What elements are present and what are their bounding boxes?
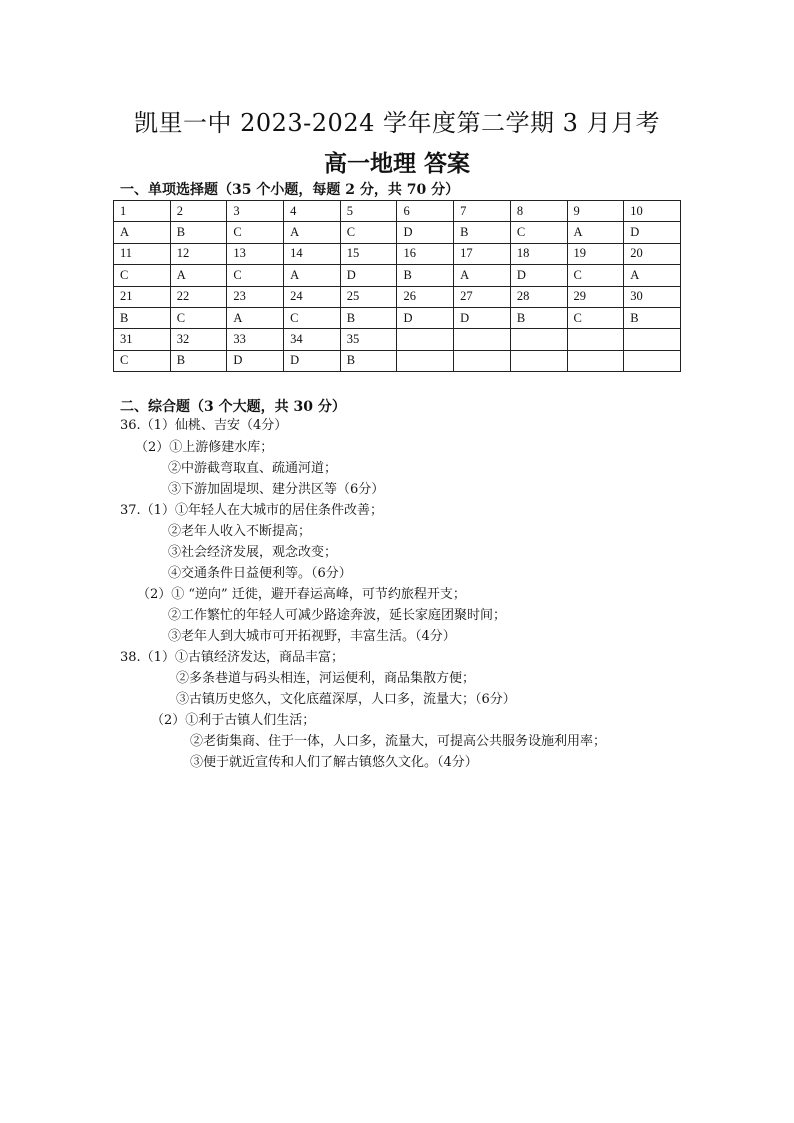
table-cell: D xyxy=(510,265,567,286)
table-cell: C xyxy=(567,265,624,286)
table-row xyxy=(114,350,681,371)
table-cell: C xyxy=(114,265,171,286)
table-cell: 6 xyxy=(397,201,454,222)
answer-line: ②老年人收入不断提高； xyxy=(168,524,312,539)
table-cell xyxy=(624,350,681,371)
answer-line: 38.（1）①古镇经济发达，商品丰富； xyxy=(120,650,344,665)
table-row xyxy=(114,307,681,328)
table-cell: 20 xyxy=(624,243,681,264)
table-cell: 35 xyxy=(340,329,397,350)
table-cell: 19 xyxy=(567,243,624,264)
table-row xyxy=(114,286,681,307)
table-cell: C xyxy=(567,307,624,328)
table-cell: C xyxy=(227,265,284,286)
answer-line: （2）① “逆向” 迁徙，避开春运高峰，可节约旅程开支； xyxy=(137,587,466,602)
table-cell: D xyxy=(397,222,454,243)
table-cell: 1 xyxy=(114,201,171,222)
answer-line: 37.（1）①年轻人在大城市的居住条件改善； xyxy=(120,503,383,518)
table-cell: A xyxy=(454,265,511,286)
table-cell: 26 xyxy=(397,286,454,307)
table-cell: B xyxy=(340,307,397,328)
table-cell: B xyxy=(340,350,397,371)
table-cell: 28 xyxy=(510,286,567,307)
table-cell: A xyxy=(567,222,624,243)
table-cell: 16 xyxy=(397,243,454,264)
answer-line: ③社会经济发展，观念改变； xyxy=(168,545,338,560)
table-cell: C xyxy=(170,307,227,328)
table-row xyxy=(114,201,681,222)
table-cell: 13 xyxy=(227,243,284,264)
table-cell xyxy=(454,329,511,350)
table-cell: 27 xyxy=(454,286,511,307)
page-subtitle: 高一地理 答案 xyxy=(323,150,470,177)
table-cell: A xyxy=(227,307,284,328)
table-cell xyxy=(510,350,567,371)
table-cell: A xyxy=(624,265,681,286)
table-cell: 10 xyxy=(624,201,681,222)
table-cell: 31 xyxy=(114,329,171,350)
answer-line: 36.（1）仙桃、吉安（4分） xyxy=(120,418,288,433)
table-row xyxy=(114,222,681,243)
table-cell: 2 xyxy=(170,201,227,222)
answer-line: ②多条巷道与码头相连，河运便利，商品集散方便； xyxy=(176,671,476,686)
table-cell: D xyxy=(397,307,454,328)
table-cell: A xyxy=(114,222,171,243)
table-row xyxy=(114,243,681,264)
answer-line: ④交通条件日益便利等。（6分） xyxy=(168,566,352,581)
table-cell: 7 xyxy=(454,201,511,222)
table-cell xyxy=(510,329,567,350)
table-cell: B xyxy=(624,307,681,328)
table-cell: C xyxy=(284,307,341,328)
table-cell: D xyxy=(227,350,284,371)
table-cell: 5 xyxy=(340,201,397,222)
table-cell: 8 xyxy=(510,201,567,222)
answer-line: （2）①上游修建水库； xyxy=(135,440,274,455)
table-cell: D xyxy=(624,222,681,243)
table-cell: C xyxy=(510,222,567,243)
table-cell: 11 xyxy=(114,243,171,264)
table-row xyxy=(114,329,681,350)
table-row xyxy=(114,265,681,286)
table-cell: D xyxy=(454,307,511,328)
table-cell: 34 xyxy=(284,329,341,350)
table-cell: 15 xyxy=(340,243,397,264)
table-cell: 3 xyxy=(227,201,284,222)
table-cell: 21 xyxy=(114,286,171,307)
table-cell: 18 xyxy=(510,243,567,264)
table-cell: A xyxy=(284,222,341,243)
answer-line: ③便于就近宣传和人们了解古镇悠久文化。（4分） xyxy=(190,755,478,770)
table-cell: 25 xyxy=(340,286,397,307)
answer-line: ②中游截弯取直、疏通河道； xyxy=(168,461,338,476)
table-cell: 12 xyxy=(170,243,227,264)
table-cell: 24 xyxy=(284,286,341,307)
table-cell: 4 xyxy=(284,201,341,222)
table-cell: 14 xyxy=(284,243,341,264)
table-cell xyxy=(624,329,681,350)
table-cell xyxy=(397,350,454,371)
table-cell: B xyxy=(397,265,454,286)
answer-line: ②老街集商、住于一体，人口多，流量大，可提高公共服务设施利用率； xyxy=(190,734,607,749)
table-cell: B xyxy=(114,307,171,328)
section-heading-comprehensive: 二、综合题（3 个大题，共 30 分） xyxy=(120,399,346,415)
table-cell: B xyxy=(454,222,511,243)
table-cell: D xyxy=(340,265,397,286)
page-title: 凯里一中 2023-2024 学年度第二学期 3 月月考 xyxy=(133,109,661,137)
table-cell: 17 xyxy=(454,243,511,264)
answer-line: ③古镇历史悠久，文化底蕴深厚，人口多，流量大；（6分） xyxy=(176,692,516,707)
table-cell: 22 xyxy=(170,286,227,307)
table-cell: 29 xyxy=(567,286,624,307)
answer-line: （2）①利于古镇人们生活； xyxy=(151,713,316,728)
table-cell: C xyxy=(340,222,397,243)
table-cell: B xyxy=(170,350,227,371)
table-cell xyxy=(397,329,454,350)
table-cell: A xyxy=(284,265,341,286)
answer-table xyxy=(113,200,681,372)
table-cell: B xyxy=(510,307,567,328)
table-cell: A xyxy=(170,265,227,286)
table-cell xyxy=(567,329,624,350)
table-cell: D xyxy=(284,350,341,371)
table-cell: 32 xyxy=(170,329,227,350)
table-cell: C xyxy=(227,222,284,243)
table-cell: B xyxy=(170,222,227,243)
table-cell: 33 xyxy=(227,329,284,350)
table-cell: 30 xyxy=(624,286,681,307)
answer-line: ②工作繁忙的年轻人可减少路途奔波，延长家庭团聚时间； xyxy=(168,608,507,623)
answer-line: ③下游加固堤坝、建分洪区等（6分） xyxy=(168,482,385,497)
table-cell: C xyxy=(114,350,171,371)
table-cell: 23 xyxy=(227,286,284,307)
table-cell xyxy=(567,350,624,371)
section-heading-multiple-choice: 一、单项选择题（35 个小题，每题 2 分，共 70 分） xyxy=(120,182,460,198)
table-cell: 9 xyxy=(567,201,624,222)
answer-line: ③老年人到大城市可开拓视野，丰富生活。（4分） xyxy=(168,629,456,644)
table-cell xyxy=(454,350,511,371)
